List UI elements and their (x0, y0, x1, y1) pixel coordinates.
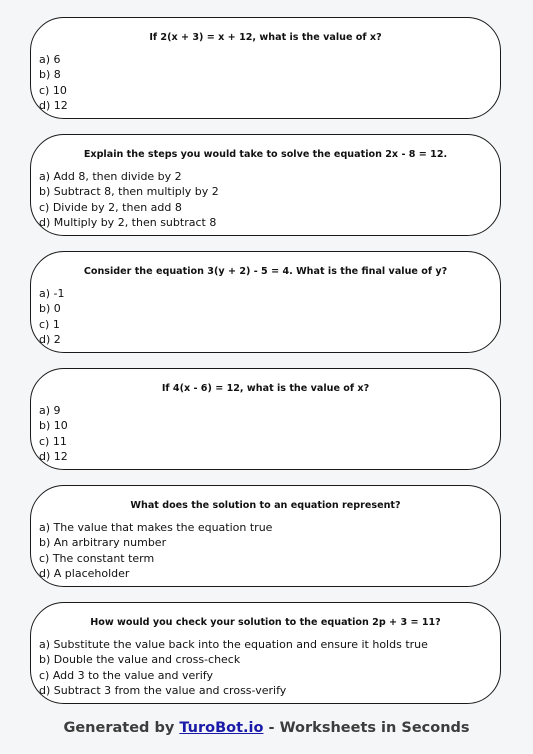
question-text: If 4(x - 6) = 12, what is the value of x? (161, 383, 370, 394)
option-b: b) An arbitrary number (39, 536, 167, 550)
option-a: a) The value that makes the equation true (39, 521, 273, 534)
answer-options (39, 520, 272, 581)
option-c: c) Add 3 to the value and verify (39, 668, 213, 682)
question-card-4 (30, 368, 501, 470)
question-text: How would you check your solution to the equation 2p + 3 = 11? (90, 617, 441, 628)
answer-options (39, 286, 65, 347)
option-a: a) Substitute the value back into the equation and ensure it holds true (39, 638, 428, 651)
option-a: a) -1 (39, 287, 65, 300)
answer-options (39, 403, 68, 464)
answer-options (39, 637, 428, 698)
option-b: b) 0 (39, 302, 61, 316)
option-c: c) The constant term (39, 551, 155, 565)
option-b: b) Double the value and cross-check (39, 653, 241, 667)
footer (0, 718, 533, 738)
question-text: Explain the steps you would take to solve the equation 2x - 8 = 12. (83, 149, 448, 160)
option-a: a) 9 (39, 404, 61, 417)
option-d: d) A placeholder (39, 566, 130, 580)
question-text: If 2(x + 3) = x + 12, what is the value of x? (149, 32, 382, 43)
option-b: b) Subtract 8, then multiply by 2 (39, 185, 219, 199)
option-d: d) Subtract 3 from the value and cross-verify (39, 683, 287, 697)
option-c: c) Divide by 2, then add 8 (39, 200, 182, 214)
option-c: c) 11 (39, 434, 67, 448)
option-b: b) 10 (39, 419, 68, 433)
question-card-3 (30, 251, 501, 353)
answer-options (39, 169, 219, 230)
turobot-link[interactable]: TuroBot.io (179, 720, 264, 736)
question-text: What does the solution to an equation represent? (130, 500, 401, 511)
option-d: d) Multiply by 2, then subtract 8 (39, 215, 217, 229)
option-c: c) 1 (39, 317, 60, 331)
question-card-5 (30, 485, 501, 587)
option-d: d) 12 (39, 98, 68, 112)
question-card-6 (30, 602, 501, 704)
option-c: c) 10 (39, 83, 67, 97)
answer-options (39, 52, 68, 113)
option-a: a) 6 (39, 53, 61, 66)
footer-prefix: Generated by (63, 720, 180, 736)
option-d: d) 12 (39, 449, 68, 463)
question-text: Consider the equation 3(y + 2) - 5 = 4. What is the final value of y? (83, 266, 448, 277)
option-d: d) 2 (39, 332, 61, 346)
question-card-2 (30, 134, 501, 236)
option-a: a) Add 8, then divide by 2 (39, 170, 182, 183)
question-card-1 (30, 17, 501, 119)
footer-suffix: - Worksheets in Seconds (263, 720, 470, 736)
option-b: b) 8 (39, 68, 61, 82)
